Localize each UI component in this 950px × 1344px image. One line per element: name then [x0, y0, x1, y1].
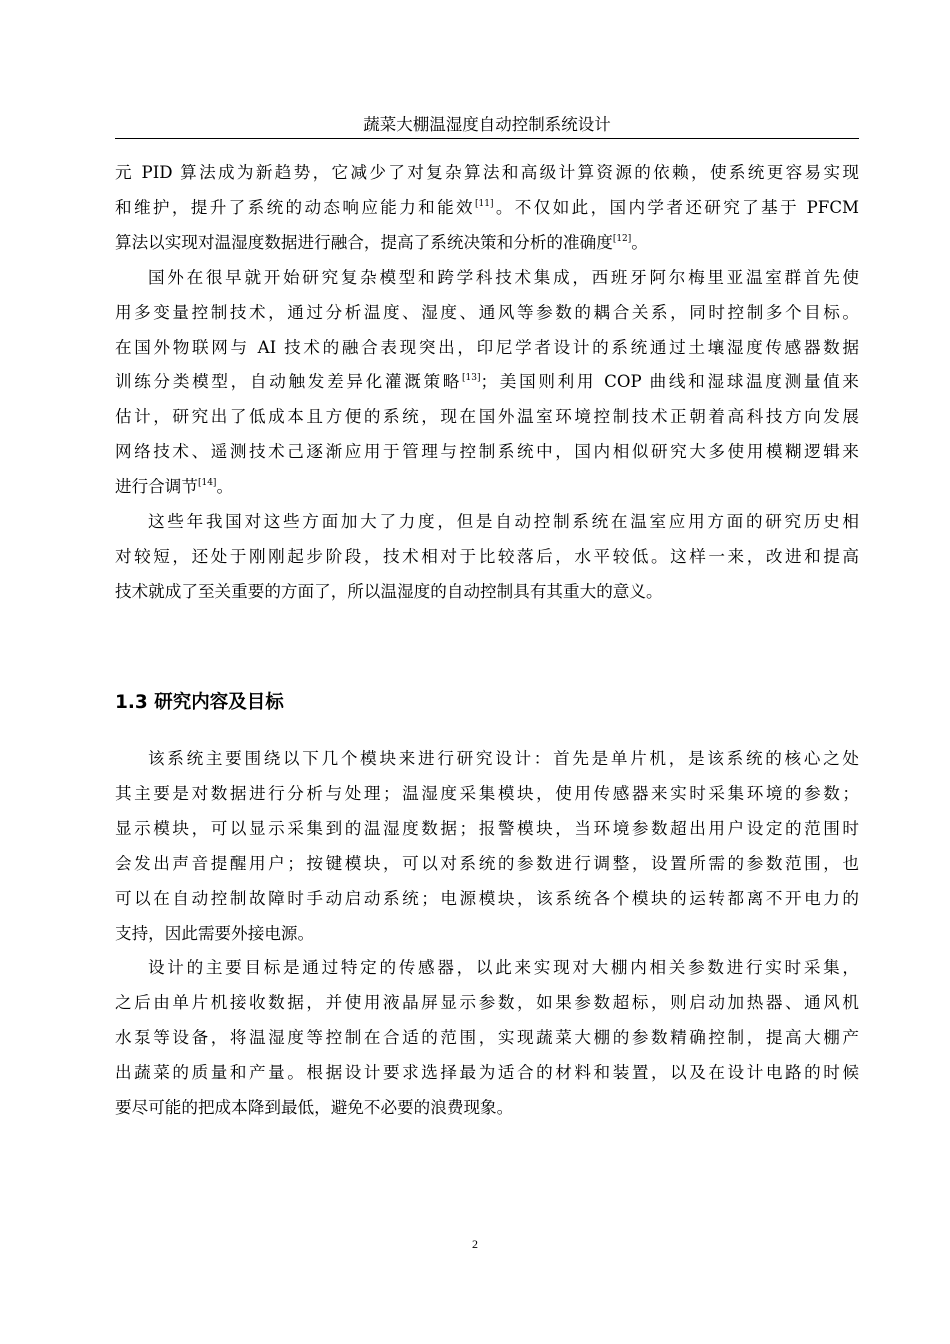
- text-line: 这些年我国对这些方面加大了力度，但是自动控制系统在温室应用方面的研究历史相: [148, 512, 859, 532]
- text-line: 用多变量控制技术，通过分析温度、湿度、通风等参数的耦合关系，同时控制多个目标。: [115, 302, 859, 322]
- text-line: 估计，研究出了低成本且方便的系统，现在国外温室环境控制技术正朝着高科技方向发展: [115, 407, 859, 427]
- text-line: 要尽可能的把成本降到最低，避免不必要的浪费现象。: [115, 1098, 514, 1118]
- text-line: [115, 365, 859, 400]
- text-line: 之后由单片机接收数据，并使用液晶屏显示参数，如果参数超标，则启动加热器、通风机: [115, 993, 859, 1013]
- section-heading: 1.3 研究内容及目标: [115, 692, 284, 713]
- text-span: 进行合调节: [115, 477, 198, 497]
- citation-ref: [11]: [475, 198, 494, 209]
- running-header: 蔬菜大棚温湿度自动控制系统设计: [115, 112, 859, 139]
- text-line: 在国外物联网与 AI 技术的融合表现突出，印尼学者设计的系统通过土壤湿度传感器数据: [115, 337, 859, 357]
- text-span: 。: [631, 232, 648, 252]
- text-span: 训练分类模型，自动触发差异化灌溉策略: [115, 372, 463, 392]
- document-body-section: [115, 742, 859, 1126]
- citation-ref: [14]: [197, 478, 217, 489]
- paragraph-design-goals: [115, 951, 859, 1126]
- document-body-top: [115, 156, 859, 610]
- text-span: 。不仅如此，国内学者还研究了基于 PFCM: [493, 197, 860, 217]
- paragraph-continued: [115, 156, 859, 261]
- text-span: ；美国则利用 COP 曲线和湿球温度测量值来: [480, 372, 859, 392]
- paragraph-foreign-research: [115, 261, 859, 505]
- paragraph-domestic-status: [115, 505, 859, 610]
- citation-ref: [12]: [612, 233, 632, 244]
- text-line: 其主要是对数据进行分析与处理；温湿度采集模块，使用传感器来实时采集环境的参数；: [115, 783, 859, 803]
- text-line: 技术就成了至关重要的方面了，所以温湿度的自动控制具有其重大的意义。: [115, 581, 663, 601]
- text-line: [115, 191, 859, 226]
- text-line: 可以在自动控制故障时手动启动系统；电源模块，该系统各个模块的运转都离不开电力的: [115, 888, 859, 908]
- text-line: 支持，因此需要外接电源。: [115, 923, 315, 943]
- text-line: 出蔬菜的质量和产量。根据设计要求选择最为适合的材料和装置，以及在设计电路的时候: [115, 1063, 859, 1083]
- text-span: 。: [216, 477, 234, 497]
- citation-ref: [13]: [462, 373, 481, 384]
- text-line: 设计的主要目标是通过特定的传感器，以此来实现对大棚内相关参数进行实时采集，: [148, 958, 859, 978]
- text-span: 和维护，提升了系统的动态响应能力和能效: [115, 197, 476, 217]
- text-line: 元 PID 算法成为新趋势，它减少了对复杂算法和高级计算资源的依赖，使系统更容易实现: [115, 163, 859, 182]
- text-line: [115, 226, 859, 261]
- text-line: 网络技术、遥测技术己逐渐应用于管理与控制系统中，国内相似研究大多使用模糊逻辑来: [115, 442, 859, 462]
- text-line: 水泵等设备，将温湿度等控制在合适的范围，实现蔬菜大棚的参数精确控制，提高大棚产: [115, 1028, 859, 1048]
- text-span: 算法以实现对温湿度数据进行融合，提高了系统决策和分析的准确度: [115, 232, 613, 252]
- text-line: 会发出声音提醒用户；按键模块，可以对系统的参数进行调整，设置所需的参数范围，也: [115, 853, 859, 873]
- text-line: 国外在很早就开始研究复杂模型和跨学科技术集成，西班牙阿尔梅里亚温室群首先使: [148, 267, 859, 287]
- text-line: [115, 470, 859, 505]
- page-number: 2: [472, 1237, 478, 1251]
- text-line: 显示模块，可以显示采集到的温湿度数据；报警模块，当环境参数超出用户设定的范围时: [115, 818, 859, 838]
- text-line: 对较短，还处于刚刚起步阶段，技术相对于比较落后，水平较低。这样一来，改进和提高: [115, 546, 859, 566]
- paragraph-modules: [115, 742, 859, 951]
- text-line: 该系统主要围绕以下几个模块来进行研究设计：首先是单片机，是该系统的核心之处: [148, 749, 859, 768]
